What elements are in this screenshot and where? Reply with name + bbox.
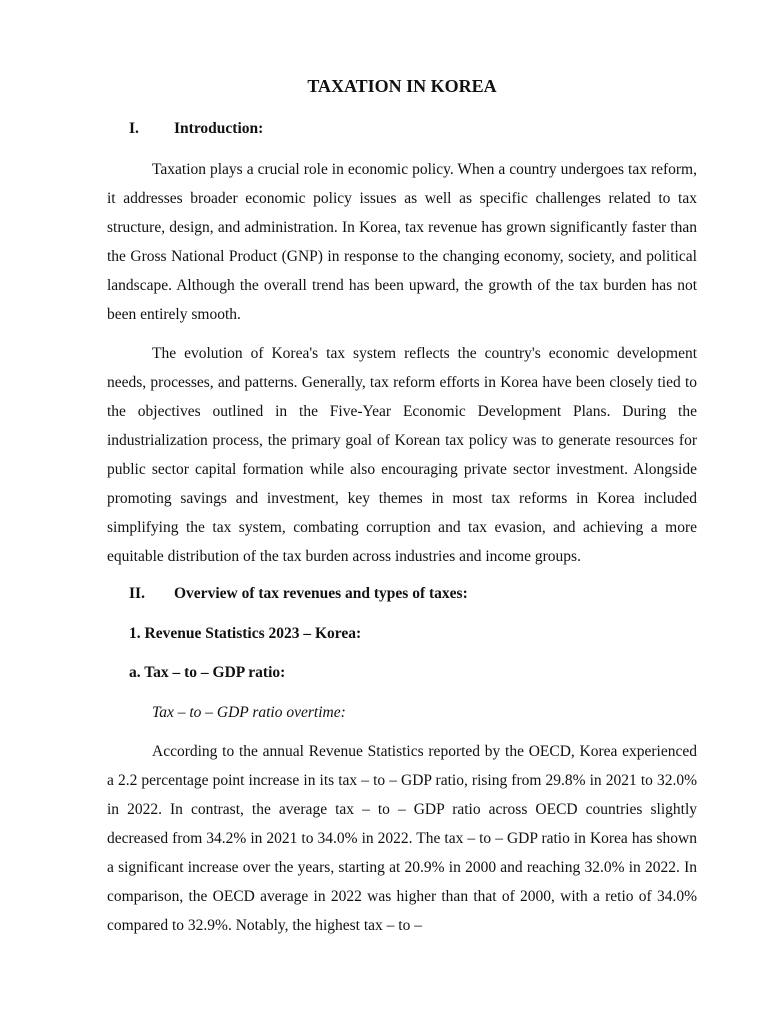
document-title: TAXATION IN KOREA — [307, 76, 497, 96]
section-number: I. — [129, 120, 139, 137]
italic-caption: Tax – to – GDP ratio overtime: — [152, 704, 346, 721]
paragraph-intro-2: The evolution of Korea's tax system reflects the country's economic development needs, processes, and patterns. Generally, tax reform efforts in Korea have been closely tied to the objectives outlined in the Five-Year Economic Development Plans. During the industrialization process, the primary goal of Korean tax policy was to generate resources for public sector capital formation while also encouraging private sector investment. Alongside promoting savings and investment, key themes in most tax reforms in Korea included simplifying the tax system, combating corruption and tax evasion, and achieving a more equitable distribution of the tax burden across industries and income groups. — [107, 345, 697, 565]
section-heading-introduction — [129, 118, 263, 140]
section-title: Overview of tax revenues and types of taxes: — [174, 585, 468, 602]
section-title: Introduction: — [174, 120, 264, 137]
paragraph-oecd-statistics: According to the annual Revenue Statistics reported by the OECD, Korea experienced a 2.2 percentage point increase in its tax – to – GDP ratio, rising from 29.8% in 2021 to 32.0% in 2022. In contrast, the average tax – to – GDP ratio across OECD countries slightly decreased from 34.2% in 2021 to 34.0% in 2022. The tax – to – GDP ratio in Korea has shown a significant increase over the years, starting at 20.9% in 2000 and reaching 32.0% in 2022. In comparison, the OECD average in 2022 was higher than that of 2000, with a retio of 34.0% compared to 32.9%. Notably, the highest tax – to – — [107, 743, 697, 934]
subsection-heading-tax-to-gdp: a. Tax – to – GDP ratio: — [129, 664, 286, 681]
subsection-heading-revenue-statistics: 1. Revenue Statistics 2023 – Korea: — [129, 625, 362, 642]
section-number: II. — [129, 585, 145, 602]
paragraph-intro-1: Taxation plays a crucial role in economic policy. When a country undergoes tax reform, it addresses broader economic policy issues as well as specific challenges related to tax structure, design, and administration. In Korea, tax revenue has grown significantly faster than the Gross National Product (GNP) in response to the changing economy, society, and political landscape. Although the overall trend has been upward, the growth of the tax burden has not been entirely smooth. — [107, 161, 697, 323]
section-heading-overview — [129, 583, 468, 605]
